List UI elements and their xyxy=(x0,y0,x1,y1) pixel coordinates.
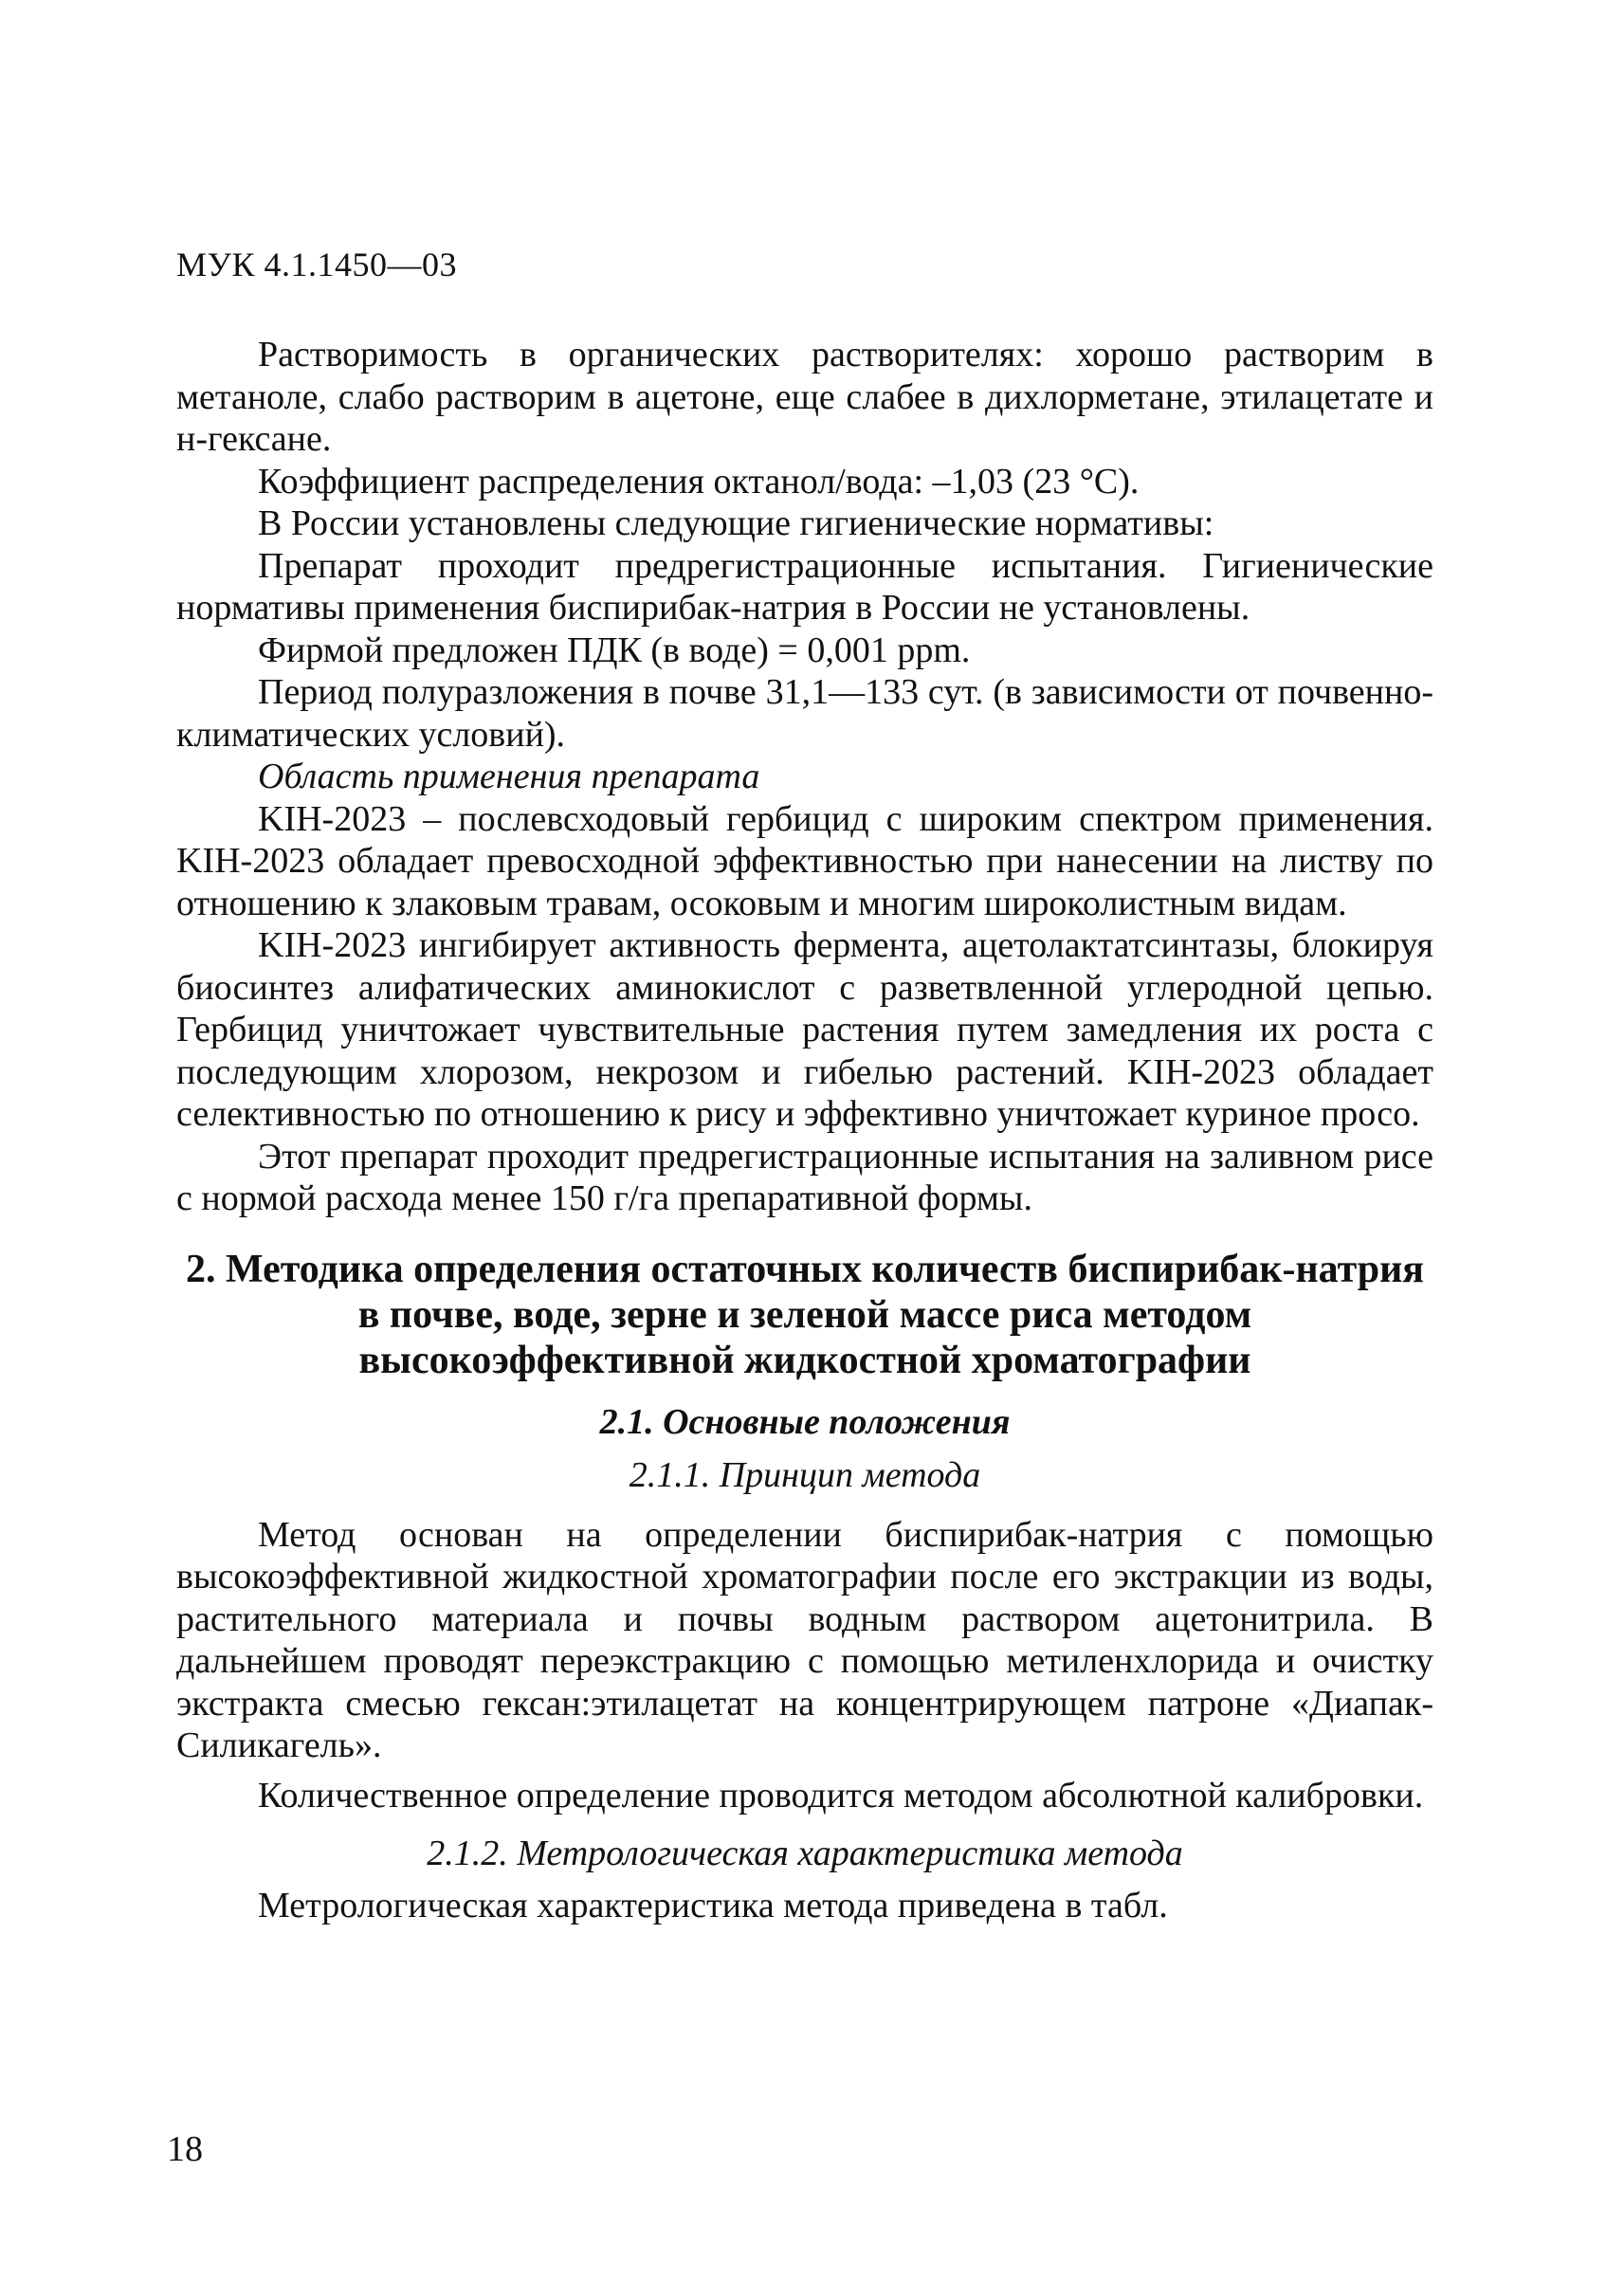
paragraph-solubility: Растворимость в органических растворителях: хорошо растворим в метаноле, слабо растворим в ацетоне, еще слабее в дихлорметане, этилацетате и н-гексане. xyxy=(176,335,1433,459)
section-title: 2. Методика определения остаточных количеств биспирибак-натрия в почве, воде, зерне и зеленой массе риса методом высокоэффективной жидкостной хроматографии xyxy=(186,1247,1424,1382)
paragraph-half-life: Период полуразложения в почве 31,1—133 сут. (в зависимости от почвенно-климатических условий). xyxy=(176,672,1433,755)
paragraph-hygienic-norms-intro: В России установлены следующие гигиенические нормативы: xyxy=(258,503,1214,543)
paragraph-metrology-reference: Метрологическая характеристика метода приведена в табл. xyxy=(258,1886,1168,1925)
paragraph-calibration: Количественное определение проводится методом абсолютной калибровки. xyxy=(258,1775,1424,1816)
paragraph-herbicide-description: KIH-2023 – послевсходовый гербицид с широким спектром применения. KIH-2023 обладает превосходной эффективностью при нанесении на листву по отношению к злаковым травам, осоковым и многим широколистным видам. xyxy=(176,798,1433,923)
page-content xyxy=(176,334,1433,1927)
subsubsection-title-principle: 2.1.1. Принцип метода xyxy=(629,1454,981,1495)
page-number: 18 xyxy=(167,2129,203,2169)
document-code: МУК 4.1.1450—03 xyxy=(176,246,458,283)
paragraph-field-trials: Этот препарат проходит предрегистрационные испытания на заливном рисе с нормой расхода менее 150 г/га препаративной формы. xyxy=(176,1136,1433,1218)
paragraph-partition-coefficient: Коэффициент распределения октанол/вода: –1,03 (23 °С). xyxy=(258,461,1140,502)
subsection-title: 2.1. Основные положения xyxy=(599,1401,1011,1442)
paragraph-application-heading: Область применения препарата xyxy=(258,757,760,796)
paragraph-mode-of-action: KIH-2023 ингибирует активность фермента, ацетолактатсинтазы, блокируя биосинтез алифатических аминокислот с разветвленной углеродной цепью. Гербицид уничтожает чувствительные растения путем замедления их роста с последующим хлорозом, некрозом и гибелью растений. KIH-2023 обладает селективностью по отношению к рису и эффективно уничтожает куриное просо. xyxy=(176,925,1433,1134)
subsubsection-title-metrology: 2.1.2. Метрологическая характеристика метода xyxy=(427,1834,1183,1873)
paragraph-method-principle: Метод основан на определении биспирибак-натрия с помощью высокоэффективной жидкостной хроматографии после его экстракции из воды, растительного материала и почвы водным раствором ацетонитрила. В дальнейшем проводят переэкстракцию с помощью метиленхлорида и очистку экстракта смесью гексан:этилацетат на концентрирующем патроне «Диапак-Силикагель». xyxy=(176,1514,1433,1765)
paragraph-registration-status: Препарат проходит предрегистрационные испытания. Гигиенические нормативы применения биспирибак-натрия в России не установлены. xyxy=(176,545,1433,628)
paragraph-mac-water: Фирмой предложен ПДК (в воде) = 0,001 ppm. xyxy=(258,630,971,670)
